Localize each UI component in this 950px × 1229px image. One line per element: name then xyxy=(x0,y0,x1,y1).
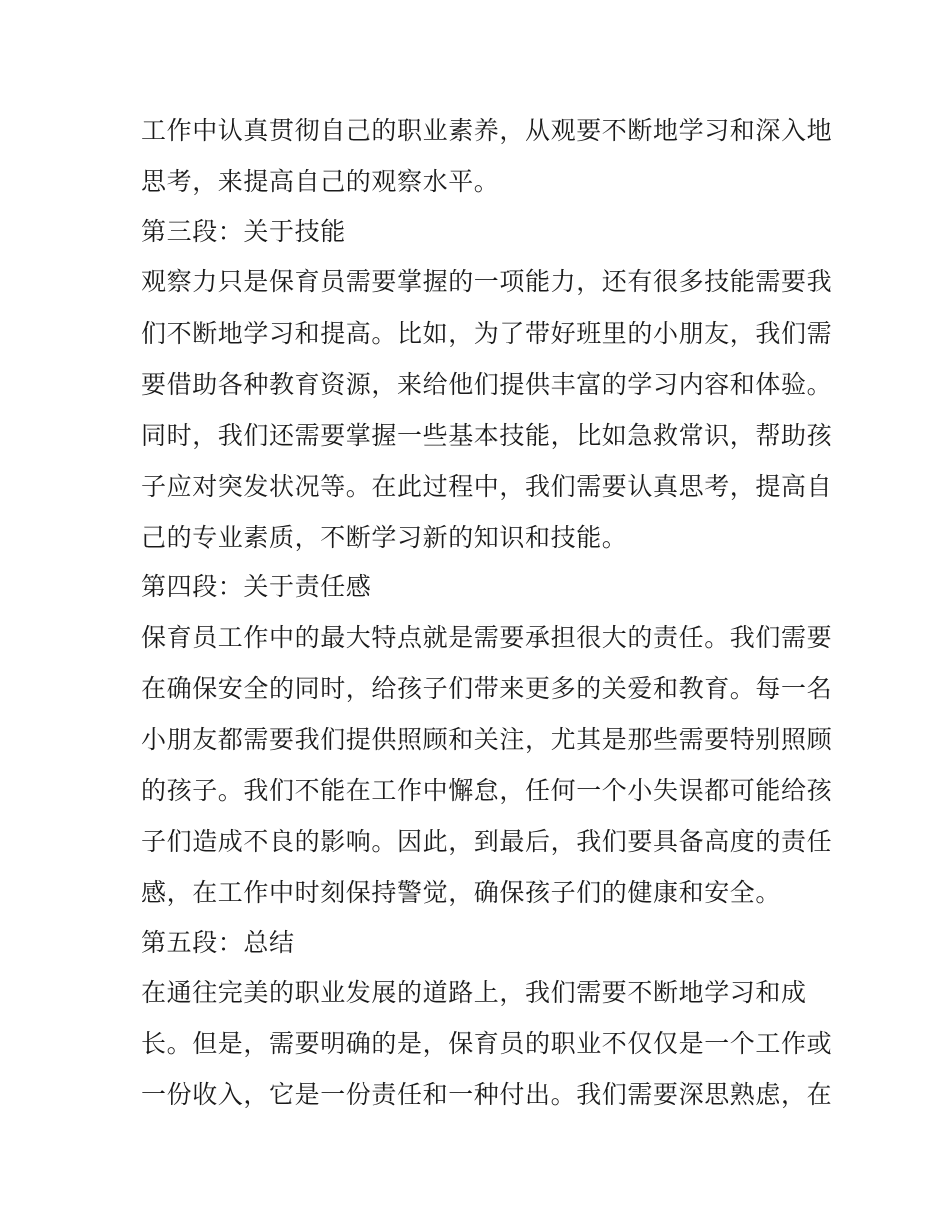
text-line: 的孩子。我们不能在工作中懈怠，任何一个小失误都可能给孩 xyxy=(141,776,833,805)
section-heading: 第五段：总结 xyxy=(141,928,295,957)
text-line: 观察力只是保育员需要掌握的一项能力，还有很多技能需要我 xyxy=(141,267,833,296)
text-line: 子应对突发状况等。在此过程中，我们需要认真思考，提高自 xyxy=(141,472,833,501)
text-line: 保育员工作中的最大特点就是需要承担很大的责任。我们需要 xyxy=(141,623,833,652)
text-line: 一份收入，它是一份责任和一种付出。我们需要深思熟虑，在 xyxy=(141,1080,833,1109)
text-line: 感，在工作中时刻保持警觉，确保孩子们的健康和安全。 xyxy=(141,878,782,907)
section-heading: 第三段：关于技能 xyxy=(141,217,346,246)
text-line: 在通往完美的职业发展的道路上，我们需要不断地学习和成 xyxy=(141,978,807,1007)
section-heading: 第四段：关于责任感 xyxy=(141,572,372,601)
text-line: 子们造成不良的影响。因此，到最后，我们要具备高度的责任 xyxy=(141,827,833,856)
text-line: 在确保安全的同时，给孩子们带来更多的关爱和教育。每一名 xyxy=(141,674,833,703)
text-line: 工作中认真贯彻自己的职业素养，从观要不断地学习和深入地 xyxy=(141,116,833,145)
text-line: 们不断地学习和提高。比如，为了带好班里的小朋友，我们需 xyxy=(141,319,833,348)
text-line: 要借助各种教育资源，来给他们提供丰富的学习内容和体验。 xyxy=(141,370,833,399)
text-line: 长。但是，需要明确的是，保育员的职业不仅仅是一个工作或 xyxy=(141,1029,833,1058)
text-line: 思考，来提高自己的观察水平。 xyxy=(141,167,500,196)
text-line: 同时，我们还需要掌握一些基本技能，比如急救常识，帮助孩 xyxy=(141,421,833,450)
text-line: 己的专业素质，不断学习新的知识和技能。 xyxy=(141,523,628,552)
text-line: 小朋友都需要我们提供照顾和关注，尤其是那些需要特别照顾 xyxy=(141,725,833,754)
